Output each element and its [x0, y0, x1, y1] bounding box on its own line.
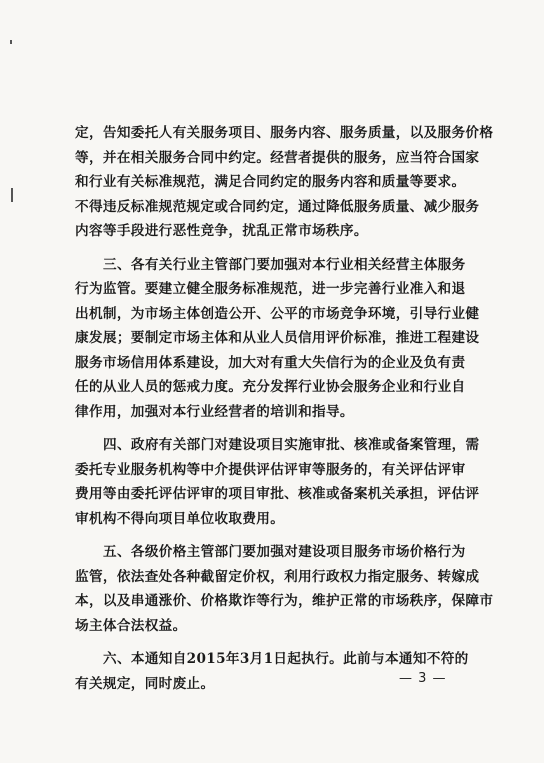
text-line: 监管，依法查处各种截留定价权，利用行政权力指定服务、转嫁成 — [75, 568, 480, 585]
scan-mark-middle — [11, 188, 13, 202]
text-line: 和行业有关标准规范，满足合同约定的服务内容和质量等要求。 — [75, 174, 466, 190]
section-4-heading-line: 四、政府有关部门对建设项目实施审批、核准或备案管理，需 — [103, 437, 480, 453]
text-line: 律作用，加强对本行业经营者的培训和指导。 — [75, 403, 354, 420]
text-line: 有关规定，同时废止。 — [75, 675, 215, 692]
text-line: 审机构不得向项目单位收取费用。 — [75, 510, 285, 527]
text-line: 任的从业人员的惩戒力度。充分发挥行业协会服务企业和行业自 — [75, 379, 466, 395]
section-5-heading-line: 五、各级价格主管部门要加强对建设项目服务市场价格行为 — [103, 544, 466, 560]
text-line: 等，并在相关服务合同中约定。经营者提供的服务，应当符合国家 — [75, 149, 480, 166]
document-body — [75, 121, 494, 696]
text-line: 不得违反标准规范规定或合同约定，通过降低服务质量、减少服务 — [75, 198, 480, 215]
section-3-heading-line: 三、各有关行业主管部门要加强对本行业相关经营主体服务 — [103, 256, 466, 273]
page-number: — 3 — — [399, 671, 447, 686]
text-line: 服务市场信用体系建设，加大对有重大失信行为的企业及负有责 — [75, 354, 466, 371]
text-line: 本，以及串通涨价、价格欺诈等行为，维护正常的市场秩序，保障市 — [75, 593, 494, 609]
text-line: 出机制，为市场主体创造公开、公平的市场竞争环境，引导行业健 — [75, 305, 480, 322]
text-line: 定，告知委托人有关服务项目、服务内容、服务质量，以及服务价格 — [75, 125, 494, 141]
text-line: 行为监管。要建立健全服务标准规范，进一步完善行业准入和退 — [75, 281, 466, 297]
text-line: 康发展；要制定市场主体和从业人员信用评价标准，推进工程建设 — [75, 330, 480, 346]
text-line: 内容等手段进行恶性竞争，扰乱正常市场秩序。 — [75, 223, 368, 239]
scan-mark-top — [10, 40, 12, 44]
section-6-heading-line: 六、本通知自2015年3月1日起执行。此前与本通知不符的 — [103, 651, 469, 667]
text-line: 场主体合法权益。 — [75, 617, 187, 634]
text-line: 费用等由委托评估评审的项目审批、核准或备案机关承担，评估评 — [75, 486, 480, 502]
text-line: 委托专业服务机构等中介提供评估评审等服务的，有关评估评审 — [75, 461, 466, 478]
